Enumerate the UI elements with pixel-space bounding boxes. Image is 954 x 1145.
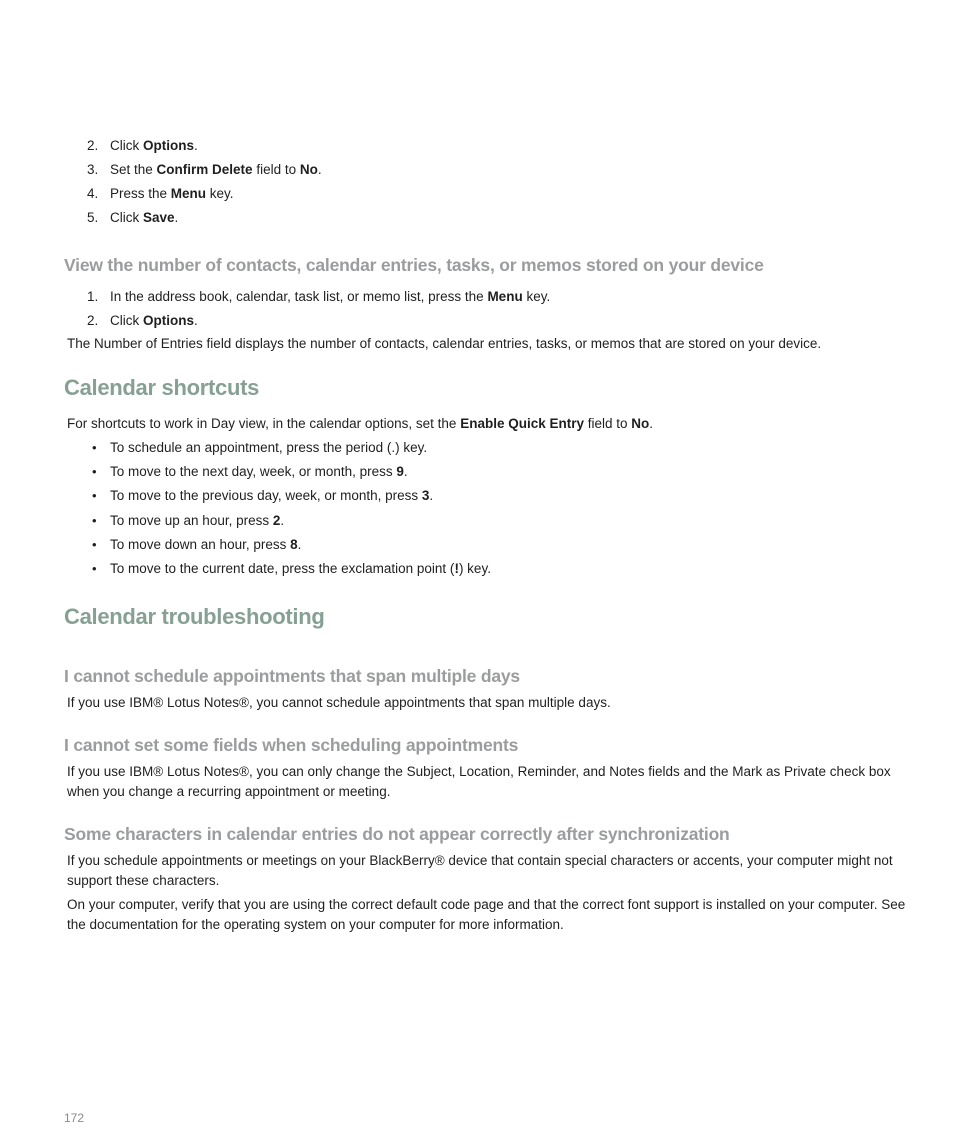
calendar-shortcuts-heading: Calendar shortcuts <box>64 375 260 400</box>
list-item: 1. In the address book, calendar, task list, or memo list, press the Menu key. <box>87 289 551 304</box>
view-entries-note: The Number of Entries field displays the number of contacts, calendar entries, tasks, or memos that are stored on your device. <box>67 336 822 351</box>
shortcuts-intro: For shortcuts to work in Day view, in the calendar options, set the Enable Quick Entry field to No. <box>67 416 654 431</box>
list-item: • To schedule an appointment, press the period (.) key. <box>64 436 904 460</box>
list-item: 2. Click Options. <box>87 313 198 328</box>
topic-heading-multiday: I cannot schedule appointments that span multiple days <box>64 666 520 686</box>
bullet-icon: • <box>92 560 97 576</box>
topic-heading-characters: Some characters in calendar entries do not appear correctly after synchronization <box>64 824 730 844</box>
bullet-icon: • <box>92 536 97 552</box>
bullet-icon: • <box>92 440 97 455</box>
top-steps-list <box>64 134 904 230</box>
list-item: 4. Press the Menu key. <box>87 186 234 201</box>
bullet-icon: • <box>92 464 97 480</box>
list-item: • To move down an hour, press 8. <box>64 533 904 557</box>
list-item: 3. Set the Confirm Delete field to No. <box>87 162 322 177</box>
shortcuts-bullet-list <box>64 436 904 581</box>
list-item: • To move to the next day, week, or month, press 9. <box>64 460 904 484</box>
list-item: • To move up an hour, press 2. <box>64 509 904 533</box>
shortcuts-bullets-block <box>64 436 904 581</box>
calendar-troubleshooting-heading: Calendar troubleshooting <box>64 604 325 629</box>
topic-heading-fields: I cannot set some fields when scheduling appointments <box>64 735 519 755</box>
list-item: • To move to the current date, press the exclamation point (!) key. <box>64 557 904 581</box>
topic-paragraph: If you use IBM® Lotus Notes®, you can only change the Subject, Location, Reminder, and Notes fields and the Mark as Private check box when you change a recurring appointment or meeting. <box>67 764 891 799</box>
list-item: • To move to the previous day, week, or month, press 3. <box>64 484 904 508</box>
topic-paragraph: If you schedule appointments or meetings on your BlackBerry® device that contain special characters or accents, your computer might not support these characters. <box>67 853 893 888</box>
view-entries-steps-block <box>64 285 904 333</box>
topic-paragraph: If you use IBM® Lotus Notes®, you cannot schedule appointments that span multiple days. <box>67 695 611 710</box>
list-item: 5. Click Save. <box>87 210 179 225</box>
topic-paragraph: On your computer, verify that you are using the correct default code page and that the correct font support is installed on your computer. See the documentation for the operating system on your computer for more information. <box>67 897 906 932</box>
list-item: 2. Click Options. <box>87 138 198 153</box>
view-entries-heading: View the number of contacts, calendar entries, tasks, or memos stored on your device <box>64 255 764 275</box>
page-number: 172 <box>64 1111 85 1125</box>
bullet-icon: • <box>92 512 97 528</box>
bullet-icon: • <box>92 488 97 504</box>
view-entries-steps-list <box>64 285 904 333</box>
top-steps-block <box>64 134 904 230</box>
